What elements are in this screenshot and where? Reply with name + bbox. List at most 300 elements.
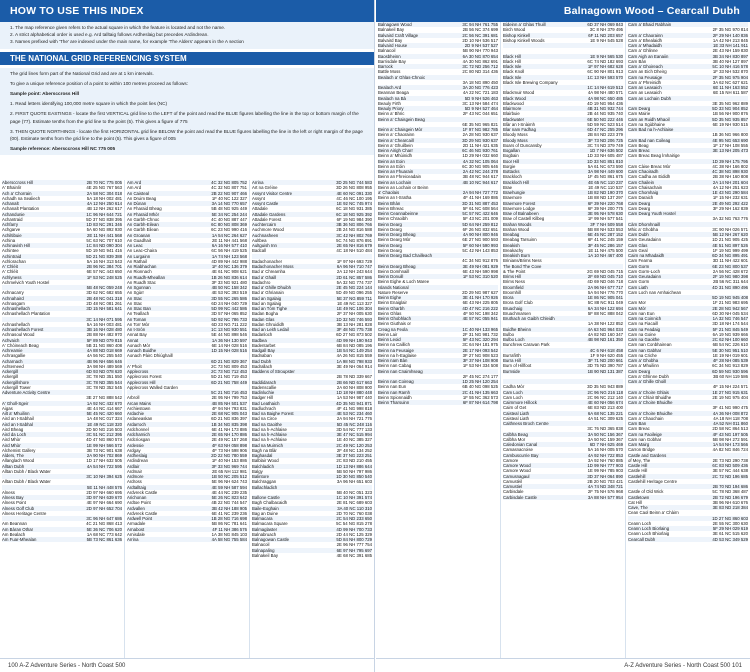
grid-reference: 3F 71 ND 200 661 xyxy=(587,358,623,363)
grid-reference: 4C 38 NH 166 802 xyxy=(712,163,748,169)
place-name: Achantraid xyxy=(2,216,23,222)
grid-reference: 5E 11 NH 448 576 xyxy=(86,484,122,490)
grid-reference: 1E 19 NH 019 601 xyxy=(712,352,748,358)
place-name: Beinn Leoid xyxy=(378,337,401,342)
grid-reference: 4D 47 NC 216 222 xyxy=(462,305,498,311)
place-name: Beinn nan Cnaimhseag xyxy=(378,368,423,374)
grid-reference: 2B 70 ND 194 686 xyxy=(712,484,748,489)
grid-reference: 3A 18 NG 890 450 xyxy=(462,79,498,85)
grid-reference: 6E 27 NG 900 593 xyxy=(462,237,498,243)
grid-reference: 2B 72 ND 196 679 xyxy=(712,494,748,500)
place-name: Balchraggan xyxy=(252,479,277,485)
place-name: Beinn Dearg Mòr xyxy=(378,237,411,243)
place-name: Carn Loch nan Amhaichean xyxy=(628,289,682,295)
place-name: Ardarroch xyxy=(127,421,146,427)
grid-reference: 1E 11 NH 475 500 xyxy=(587,247,623,253)
grid-reference: 5F 61 NC 608 564 xyxy=(462,205,498,211)
place-name: Beinn nan Cabag xyxy=(378,363,412,369)
grid-reference: 5F 21 NG 845 549 xyxy=(712,326,748,332)
place-name: Balnacoil xyxy=(378,48,396,54)
grid-reference: 2B 88 NH 482 970 xyxy=(86,332,122,338)
place-name: Achlyness xyxy=(2,274,22,280)
place-name: Cave, The xyxy=(628,505,648,510)
grid-reference: 3F 33 NG 921 480 xyxy=(211,279,247,285)
place-name: Alltan Dubh / Black Water xyxy=(2,468,51,474)
place-name: Auchtercairn xyxy=(252,222,277,227)
place-name: Black Isle xyxy=(503,74,522,80)
place-name: Am Ard xyxy=(127,185,142,191)
grid-reference: 4C 6 NH 618 458 xyxy=(589,347,623,353)
place-name: Black Hill xyxy=(503,53,521,59)
place-name: Achnashellach xyxy=(2,306,30,311)
grid-reference: 6D 30 NH 045 534 xyxy=(712,310,748,316)
grid-reference: 3A 98 NH 449 600 xyxy=(587,169,623,174)
grid-reference: 2E 11 NH 441 568 xyxy=(211,237,247,243)
grid-reference: 5E 37 NG 859 711 xyxy=(336,295,372,301)
grid-reference: 3A 96 NH 651 603 xyxy=(336,479,372,485)
grid-reference: 4A 36 NH 008 872 xyxy=(712,410,748,416)
grid-reference: 1D 33 NH 605 487 xyxy=(587,153,623,159)
place-name: Bottacks xyxy=(503,169,520,174)
grid-reference: 5B 73 NC 861 636 xyxy=(86,537,122,542)
place-name: Braemore Forest xyxy=(503,200,536,206)
grid-reference: 1F 53 NC 248 525 xyxy=(86,274,122,280)
place-name: Calbha Beag xyxy=(503,431,528,437)
grid-reference: 6C 74 ND 182 693 xyxy=(587,58,623,64)
place-name: Beinn an Eoin xyxy=(378,158,405,164)
grid-text-5: 2. FIRST QUOTE EASTINGS - locate the first VERTICAL grid line to the LEFT of the point and read the BLUE figures labelling the line in the top or bottom margin of the page (77). Estimate tenths from the grid line to the point (5). This gives a figure of 775 xyxy=(10,111,359,124)
place-name: Annat xyxy=(127,337,139,343)
grid-reference: 6C 56 NH 419 525 xyxy=(211,248,247,254)
grid-reference: 2E 65 NH 816 679 xyxy=(336,243,372,248)
place-name: Ardross xyxy=(127,479,142,485)
place-name: Ardlair xyxy=(127,463,140,469)
place-name: Bealach Ard xyxy=(378,85,402,90)
grid-reference: 3D 62 NC 682 655 xyxy=(86,290,122,296)
grid-reference: 2C 41 NH 135 663 xyxy=(462,389,498,395)
grid-reference: 3C 14 NH 071 595 xyxy=(86,316,122,322)
place-name: Burra Hill xyxy=(503,358,521,363)
place-name: Bad na Muirnich xyxy=(252,442,284,448)
grid-reference: 4E 51 NG 897 526 xyxy=(712,242,748,248)
grid-reference: 2A 90 NH 702 869 xyxy=(86,453,122,458)
grid-reference: 3D 26 NG 808 955 xyxy=(336,185,372,191)
place-name: Baosbheinn xyxy=(378,53,401,59)
place-name: A' Chléit xyxy=(2,269,18,275)
grid-reference: 1E 99 NH 785 903 xyxy=(587,468,623,474)
place-name: Baghasdal xyxy=(252,453,273,458)
place-name: Aird an t-Sabhail xyxy=(2,416,34,422)
grid-reference: 5C 88 NC 911 049 xyxy=(587,300,623,306)
grid-reference: 2A 96 NH 677 717 xyxy=(587,284,623,290)
grid-reference: 1F 53 NH 334 508 xyxy=(462,363,498,369)
place-name: Nature Reserve xyxy=(378,289,409,295)
place-name: Carn na Coinnich xyxy=(628,316,662,321)
place-name: Burnside xyxy=(503,368,520,374)
place-name: Arichonan xyxy=(127,495,147,500)
grid-reference: 1D 25 NH 120 254 xyxy=(462,379,498,384)
place-name: Beinn Ghobhlach xyxy=(378,316,411,321)
grid-reference: 1C 13 NH 593 570 xyxy=(587,74,623,80)
place-name: Cam Loch xyxy=(503,394,523,400)
place-name: Alness Heritage Centre xyxy=(2,510,47,516)
place-name: Brims Hill xyxy=(503,274,522,279)
place-name: Balnabruach xyxy=(252,531,277,537)
place-name: An t-Sròn xyxy=(127,327,146,332)
grid-reference: 5D 35 NG 935 857 xyxy=(712,116,748,122)
place-name: Ballone Castle xyxy=(252,495,280,500)
page-title: HOW TO USE THIS INDEX xyxy=(0,0,374,22)
place-name: Ceann Loch xyxy=(628,520,652,526)
place-name: Black Wood xyxy=(503,95,526,101)
grid-reference: 6E 45 NC 287 152 xyxy=(587,232,623,237)
grid-reference: 1E 40 NC 385 327 xyxy=(336,437,372,443)
grid-reference: 5C 63 NC 707 610 xyxy=(86,237,122,243)
grid-reference: 3F 29 NH 162 839 xyxy=(712,205,748,211)
grid-reference: 2B 44 NG 935 740 xyxy=(587,111,623,117)
grid-reference: 2E 17 NH 093 542 xyxy=(462,347,498,353)
grid-reference: 3E 47 NC 515 994 xyxy=(336,432,372,437)
place-name: Carn Mòr xyxy=(628,305,646,311)
place-name: Beinn a' Mhùinidh xyxy=(378,153,413,159)
grid-reference: 2F 35 NG 970 814 xyxy=(712,27,748,33)
grid-reference: 2C 73 NG 809 453 xyxy=(211,363,247,369)
grid-reference: 2B 38 NH 160 808 xyxy=(712,174,748,180)
place-name: Buidhe Bheinn xyxy=(503,326,531,332)
grid-reference: 6F 39 NH 220 768 xyxy=(587,200,623,206)
grid-reference: 4A 18 NH 118 708 xyxy=(713,415,748,421)
place-name: Applecross xyxy=(127,369,149,374)
grid-reference: 1A 38 NG 845 103 xyxy=(211,531,247,537)
grid-reference: 3B 73 NC 901 638 xyxy=(86,447,122,453)
grid-reference: 3C 78 ND 355 544 xyxy=(86,379,122,385)
place-name: Bad an Leith Ledail xyxy=(252,327,289,332)
place-name: Badluchrach xyxy=(252,405,276,411)
place-name: Bad a' Chreamha xyxy=(252,269,286,275)
place-name: Ardmair xyxy=(127,468,143,474)
place-name: Carn Daraich xyxy=(628,195,654,201)
grid-reference: 4F 15 NH 224 571 xyxy=(712,384,748,390)
place-name: Brora Golf Club xyxy=(503,300,533,306)
grid-reference: 2G 69 ND 045 715 xyxy=(587,268,623,274)
place-name: Balmaglaster xyxy=(252,526,278,532)
grid-reference: 4F 63 NH 058 898 xyxy=(211,442,247,448)
place-name: Caisteal Liath xyxy=(503,415,530,421)
place-name: Aird an t-Sabhal xyxy=(2,421,33,427)
grid-reference: 4A 58 NG 755 584 xyxy=(211,537,247,542)
grid-reference: 2E 49 NG 292 422 xyxy=(712,200,748,206)
grid-reference: 4D 99 NH 190 943 xyxy=(336,337,372,343)
place-name: Bad na h-Achlaise xyxy=(252,426,287,432)
place-name: Balmacara Square xyxy=(252,521,288,527)
index-entry xyxy=(127,537,247,542)
grid-reference: 3E 41 NH 170 926 xyxy=(462,295,498,300)
grid-reference: 1D 17 NH 632 505 xyxy=(86,458,122,464)
place-name: Carn nan Eun xyxy=(628,310,655,316)
grid-reference: 6C 23 NG 990 416 xyxy=(211,227,247,233)
place-name: Beinn an t-Sratha xyxy=(378,195,412,201)
place-name: of Mey, The xyxy=(628,457,651,463)
grid-reference: 3D 31 NG 887 453 xyxy=(462,200,498,206)
place-name: Carn Dearg xyxy=(628,106,651,111)
place-name: Ardessie xyxy=(127,442,144,448)
place-name: Castlehill Heritage Centre xyxy=(628,478,677,484)
place-name: Castle of Old Wick xyxy=(628,489,664,495)
place-name: Am Beannan xyxy=(2,521,27,527)
place-name: Bogallan xyxy=(503,148,520,153)
place-name: Carn Aigh an Eanaiin xyxy=(628,53,669,59)
grid-reference: 3E 49 NH 064 914 xyxy=(336,363,372,369)
place-name: Bag an Duine xyxy=(252,510,279,516)
grid-reference: 4C 18 NH 510 484 xyxy=(336,248,372,254)
place-name: An Sgùrr xyxy=(127,290,144,296)
grid-reference: 2E 55 NC 300 630 xyxy=(712,520,748,526)
place-name: Breakish xyxy=(503,242,520,248)
place-name: Ardtalltaig xyxy=(127,484,147,490)
place-name: Bishop Kinkell xyxy=(503,32,530,38)
grid-reference: 3A 62 NC 627 621 xyxy=(712,79,748,85)
place-name: Aird Mhòr xyxy=(2,442,21,448)
place-name: Beinn nan Coireag xyxy=(378,379,414,384)
place-name: An Leac-Chaira xyxy=(127,248,157,254)
place-name: Carn Bàn xyxy=(628,58,647,64)
grid-reference: 2E 43 NH 159 830 xyxy=(712,48,748,54)
place-name: Carn Chomhaig xyxy=(628,190,659,195)
grid-reference: 5B 48 NC 059 248 xyxy=(86,285,122,290)
grid-reference: 1F 33 NH 532 870 xyxy=(712,69,748,75)
grid-reference: 2B 20 NG 703 421 xyxy=(587,478,623,484)
grid-reference: 4D 19 NG 954 436 xyxy=(587,100,623,106)
place-name: Carn na Feusaige xyxy=(628,74,663,80)
grid-reference: 3C 94 NH 761 755 xyxy=(462,22,498,27)
grid-text-3: Sample point: Abersccross Hill xyxy=(10,91,80,97)
grid-reference: 3A 50 NC 156 367 xyxy=(587,431,623,437)
grid-reference: 6C 34 NG 913 829 xyxy=(712,363,748,369)
grid-reference: 6D 34 NG 895 491 xyxy=(712,253,748,258)
place-name: Alltan Dubh xyxy=(2,463,25,469)
grid-reference: 3E 83 ND 218 384 xyxy=(712,505,748,510)
place-name: Aird da Loch xyxy=(2,432,27,437)
place-name: Beinn Eighe xyxy=(378,295,402,300)
grid-reference: 4E 68 NC 391 685 xyxy=(336,552,372,558)
page-footer: A-Z Adventure Series - North Coast 500 101 xyxy=(376,658,750,672)
grid-reference: 4F 94 NH 793 831 xyxy=(211,405,247,411)
place-name: Beinn a' Chaorainn xyxy=(378,132,415,138)
grid-reference: 4B 12 NH 262 617 xyxy=(86,206,122,212)
grid-reference: 4B 96 NH 656 646 xyxy=(86,358,122,364)
grid-reference: 4E 97 NH 664 690 xyxy=(86,500,122,506)
grid-reference: 6C 90 NH 801 913 xyxy=(587,69,623,75)
grid-reference: 6F 19 NG 984 390 xyxy=(336,216,372,222)
place-name: Alness Bay xyxy=(2,495,24,500)
grid-text-7: Sample reference: Abersccross Hill NC 775 005 xyxy=(10,146,116,152)
place-name: An Stac Ban xyxy=(127,306,151,311)
grid-reference: 4C 40 NG 887 447 xyxy=(211,216,247,222)
grid-reference: 4E 53 NC 393 519 xyxy=(211,290,247,296)
place-name: Beinn Ghlas xyxy=(378,310,402,316)
grid-reference: 6A 34 NH 122 694 xyxy=(587,305,623,311)
place-name: Broomfield xyxy=(503,284,524,290)
grid-reference: 1F 97 NG 982 785 xyxy=(462,127,498,132)
place-name: Carn Liath xyxy=(628,284,648,290)
place-name: Carn Geuradainn xyxy=(628,237,661,243)
instruction-1: 1. The map reference given refers to the actual square in which the feature is located and not the name. xyxy=(10,25,226,30)
place-name: Beinn Giuthais or xyxy=(378,321,411,327)
place-name: Achinavish Hill xyxy=(2,243,30,248)
place-name: Carn Gorm-Loch xyxy=(628,268,660,274)
place-name: Am Bealach xyxy=(2,531,26,537)
grid-reference: 5E 44 NG 898 546 xyxy=(211,332,247,338)
grid-reference: 1B 28 NG 716 698 xyxy=(211,516,247,521)
grid-text-2: To give a unique reference position of a point to within 100 metres proceed as follows: xyxy=(10,80,188,86)
place-name: Ardheslaig xyxy=(127,453,148,458)
place-name: Ackergillshore xyxy=(2,379,29,385)
grid-reference: 3D 97 NH 639 670 xyxy=(86,495,122,500)
grid-reference: 1E 27 NG 915 631 xyxy=(712,389,748,395)
grid-reference: 4A 22 NC 721 183 xyxy=(462,90,498,96)
place-name: Broomhill xyxy=(503,289,521,295)
place-name: Cairn of Get xyxy=(503,405,527,411)
grid-reference: 5B 12 NH 267 620 xyxy=(712,232,748,237)
grid-reference: 5A 18 NH 002 481 xyxy=(86,195,122,201)
place-name: Carn Geuradainn xyxy=(628,274,661,279)
place-name: Beinn an Lochain xyxy=(378,179,412,185)
grid-reference: 3A 92 NH 760 885 xyxy=(587,457,623,463)
grid-reference: 5A 61 NC 673 590 xyxy=(587,163,623,169)
grid-reference: 4A 82 NG 846 724 xyxy=(712,447,748,453)
place-name: Carn an Lochain Dubh xyxy=(628,95,671,101)
place-name: Badbea xyxy=(252,337,267,343)
grid-reference: 4B 85 NH 501 537 xyxy=(211,400,247,406)
place-name: Carn Geal xyxy=(628,247,648,253)
grid-reference: 5C 54 NG 815 278 xyxy=(336,521,372,527)
place-name: Brackloch Hill xyxy=(503,179,530,185)
grid-reference: 4F 28 NH 085 539 xyxy=(712,358,748,363)
place-name: Cean Caol Beinn a' Chàirn xyxy=(628,510,679,516)
grid-reference: 4E 60 NC 091 330 xyxy=(336,190,372,196)
grid-reference: 2D 9 NH 537 527 xyxy=(464,43,498,48)
place-name: Achnashellach xyxy=(2,321,30,327)
place-name: Blar nam Fadhag xyxy=(503,127,536,132)
place-name: Achtemeed xyxy=(2,363,24,369)
place-name: Adventure Activity Centre xyxy=(2,390,51,395)
place-name: Brims Ness xyxy=(503,279,525,285)
place-name: & The Point xyxy=(503,268,526,274)
place-name: Beinn nan Ramh xyxy=(378,389,411,395)
place-name: Carn Dearg xyxy=(628,368,651,374)
grid-reference: 5A 60 NG 892 930 xyxy=(86,227,122,233)
grid-reference: 6E 23 NG 800 537 xyxy=(712,263,748,269)
place-name: Beinn a' Bhric xyxy=(378,111,405,117)
grid-reference: 1D 7 NH 636 502 xyxy=(589,148,623,153)
grid-reference: 1F 40 NC 136 379 xyxy=(211,264,247,269)
place-name: Balnagown Wood xyxy=(378,22,412,27)
grid-reference: 3C 10 NH 394 625 xyxy=(86,474,122,479)
place-name: Bad an Tòm Tighe xyxy=(252,306,288,311)
grid-reference: 3C 72 ND 256 712 xyxy=(462,64,498,69)
place-name: Islands National xyxy=(378,284,409,290)
grid-reference: 5E 36 NC 706 620 xyxy=(86,526,122,532)
grid-reference: 6D 21 NG 758 449 xyxy=(211,379,247,385)
place-name: Arnisdale xyxy=(127,531,145,537)
grid-reference: 3E 13 NH 205 473 xyxy=(712,148,748,153)
grid-reference: 2C 96 NC 212 140 xyxy=(587,394,623,400)
grid-reference: 4A 56 NC 255 540 xyxy=(86,353,122,359)
grid-reference: 4D 89 NH 442 988 xyxy=(211,258,247,264)
grid-text-6: 3. THEN QUOTE NORTHINGS - locate the first HORIZONTAL grid line BELOW the point and read the BLUE figures labelling the line in the left or right margin of the page (00). Estimate tenths from the grid line to the point (5). This gives a figure of 005 xyxy=(10,128,363,142)
place-name: Carn nan Gobhar xyxy=(628,436,662,442)
place-name: Bideinn a' Ghlas Thuill xyxy=(503,22,546,27)
place-name: Carn a' Phreinidh xyxy=(628,79,662,85)
grid-reference: 4A 51 NC 309 625 xyxy=(587,415,623,421)
place-name: a' Chaolais xyxy=(378,190,400,195)
place-name: Beinn na h-Eaglaise xyxy=(378,352,417,358)
place-name: Black Isle xyxy=(503,64,522,69)
grid-reference: 1D 39 NH 175 795 xyxy=(712,158,748,164)
place-name: Bruachaig xyxy=(503,305,523,311)
grid-reference: 3A 20 NG 776 423 xyxy=(462,85,498,90)
place-name: Beinn Bhàn xyxy=(378,200,401,206)
grid-reference: 1A 36 NH 130 597 xyxy=(211,337,247,343)
place-name: Achvaich xyxy=(2,337,20,343)
place-name: Carn Dearg Youth Hostel xyxy=(628,211,676,216)
grid-reference: 3D 55 NC 265 586 xyxy=(211,295,247,301)
grid-reference: 3C 96 NH 647 686 xyxy=(86,516,122,521)
grid-reference: 5D 99 NC 442 586 xyxy=(211,306,247,311)
grid-reference: 6E 50 NG 222 446 xyxy=(587,116,623,122)
place-name: Beinn Eighe & Loch Maree xyxy=(378,279,430,285)
place-name: Ardachie xyxy=(127,411,144,416)
place-name: Achina xyxy=(2,237,16,243)
grid-reference: 1F 9 NH 620 455 xyxy=(590,352,623,358)
place-name: Bunchrew Caravan Park xyxy=(503,342,550,348)
grid-reference: 3A 98 NH 489 569 xyxy=(86,363,122,369)
grid-reference: 1C 40 NH 133 965 xyxy=(462,326,498,332)
grid-reference: 5A 16 NH 003 481 xyxy=(86,321,122,327)
place-name: Beinn Domhnaill xyxy=(378,268,410,274)
grid-reference: 1A 42 NH 213 845 xyxy=(712,37,748,43)
grid-reference: 2D 97 NH 660 695 xyxy=(86,489,122,495)
place-name: Brinians/Brims Ness xyxy=(503,258,542,264)
place-name: An Stac xyxy=(127,300,143,306)
place-name: An Groanan xyxy=(127,232,151,238)
grid-reference: 1F 19 NG 999 499 xyxy=(712,247,748,253)
place-name: Carn na Gaoithe xyxy=(628,337,660,342)
grid-reference: 2F 69 ND 045 710 xyxy=(587,274,623,279)
place-name: Cadha Mòr xyxy=(503,384,525,390)
place-name: Camasnacroise xyxy=(503,447,533,453)
grid-reference: 3F 41 NG 990 475 xyxy=(712,405,748,411)
grid-reference: 4A 82 ND 160 347 xyxy=(587,331,623,337)
place-name: Beinn a' Chaisgein Mòr xyxy=(378,127,423,132)
grid-reference: 4F 43 NG 197 505 xyxy=(712,431,748,437)
grid-reference: 5F 43 NC 201 009 xyxy=(462,216,498,222)
grid-reference: 3D 15 NH 581 641 xyxy=(86,306,122,311)
place-name: Beinn an Eòin xyxy=(378,163,405,169)
grid-reference: 1D 29 NH 032 660 xyxy=(462,153,498,159)
place-name: Ackergill Tower xyxy=(2,384,31,390)
place-name: Art na Gréine xyxy=(252,185,278,191)
index-column xyxy=(0,180,125,658)
place-name: Carn na Faoileige xyxy=(628,431,662,437)
grid-reference: 2A 56 NC 428 672 xyxy=(712,268,748,274)
grid-reference: 2B 84 ND 223 379 xyxy=(587,132,623,138)
place-name: Beinn na Feusaige xyxy=(378,347,414,353)
place-name: Aonach Buidhe xyxy=(127,348,157,353)
grid-reference: 2D 22 NG 780 559 xyxy=(211,453,247,458)
place-name: Am Fuar-Mhealan xyxy=(2,537,37,542)
grid-reference: 2E 96 NH 777 754 xyxy=(336,542,372,548)
